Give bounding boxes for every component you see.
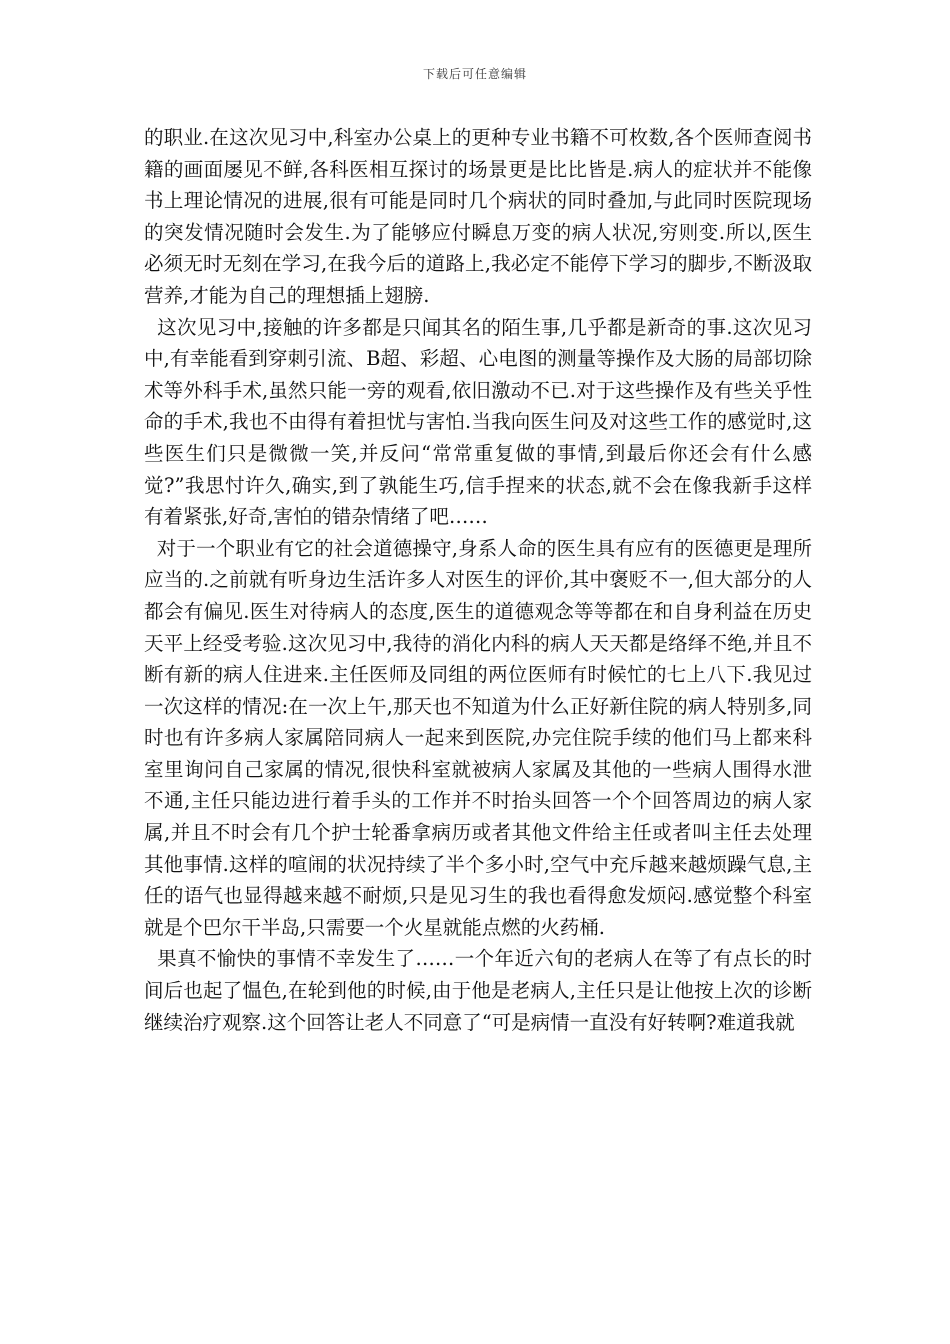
paragraph-2: 这次见习中,接触的许多都是只闻其名的陌生事,几乎都是新奇的事.这次见习中,有幸能看到穿刺引流、B超、彩超、心电图的测量等操作及大肠的局部切除术等外科手术,虽然只能一旁的观看,依旧激动不已.对于这些操作及有些关乎性命的手术,我也不由得有着担忧与害怕.当我向医生问及对这些工作的感觉时,这些医生们只是微微一笑,并反问“常常重复做的事情,到最后你还会有什么感觉?”我思忖许久,确实,到了孰能生巧,信手捏来的状态,就不会在像我新手这样有着紧张,好奇,害怕的错杂情绪了吧…… — [144, 315, 812, 529]
paragraph-4: 果真不愉快的事情不幸发生了……一个年近六旬的老病人在等了有点长的时间后也起了愠色,在轮到他的时候,由于他是老病人,主任只是让他按上次的诊断继续治疗观察.这个回答让老人不同意了“可是病情一直没有好转啊?难道我就 — [144, 947, 812, 1034]
document-body — [144, 122, 812, 1038]
paragraph-3: 对于一个职业有它的社会道德操守,身系人命的医生具有应有的医德更是理所应当的.之前就有听身边生活许多人对医生的评价,其中褒贬不一,但大部分的人都会有偏见.医生对待病人的态度,医生的道德观念等等都在和自身利益在历史天平上经受考验.这次见习中,我待的消化内科的病人天天都是络绎不绝,并且不断有新的病人住进来.主任医师及同组的两位医师有时候忙的七上八下.我见过一次这样的情况:在一次上午,那天也不知道为什么正好新住院的病人特别多,同时也有许多病人家属陪同病人一起来到医院,办完住院手续的他们马上都来科室里询问自己家属的情况,很快科室就被病人家属及其他的一些病人围得水泄不通,主任只能边进行着手头的工作并不时抬头回答一个个回答周边的病人家属,并且不时会有几个护士轮番拿病历或者其他文件给主任或者叫主任去处理其他事情.这样的喧闹的状况持续了半个多小时,空气中充斥越来越烦躁气息,主任的语气也显得越来越不耐烦,只是见习生的我也看得愈发烦闷.感觉整个科室就是个巴尔干半岛,只需要一个火星就能点燃的火药桶. — [144, 536, 812, 939]
page-header: 下载后可任意编辑 — [422, 67, 527, 81]
paragraph-1: 的职业.在这次见习中,科室办公桌上的更种专业书籍不可枚数,各个医师查阅书籍的画面屡见不鲜,各科医相互探讨的场景更是比比皆是.病人的症状并不能像书上理论情况的进展,很有可能是同时几个病状的同时叠加,与此同时医院现场的突发情况随时会发生.为了能够应付瞬息万变的病人状况,穷则变.所以,医生必须无时无刻在学习,在我今后的道路上,我必定不能停下学习的脚步,不断汲取营养,才能为自己的理想插上翅膀. — [144, 126, 812, 307]
